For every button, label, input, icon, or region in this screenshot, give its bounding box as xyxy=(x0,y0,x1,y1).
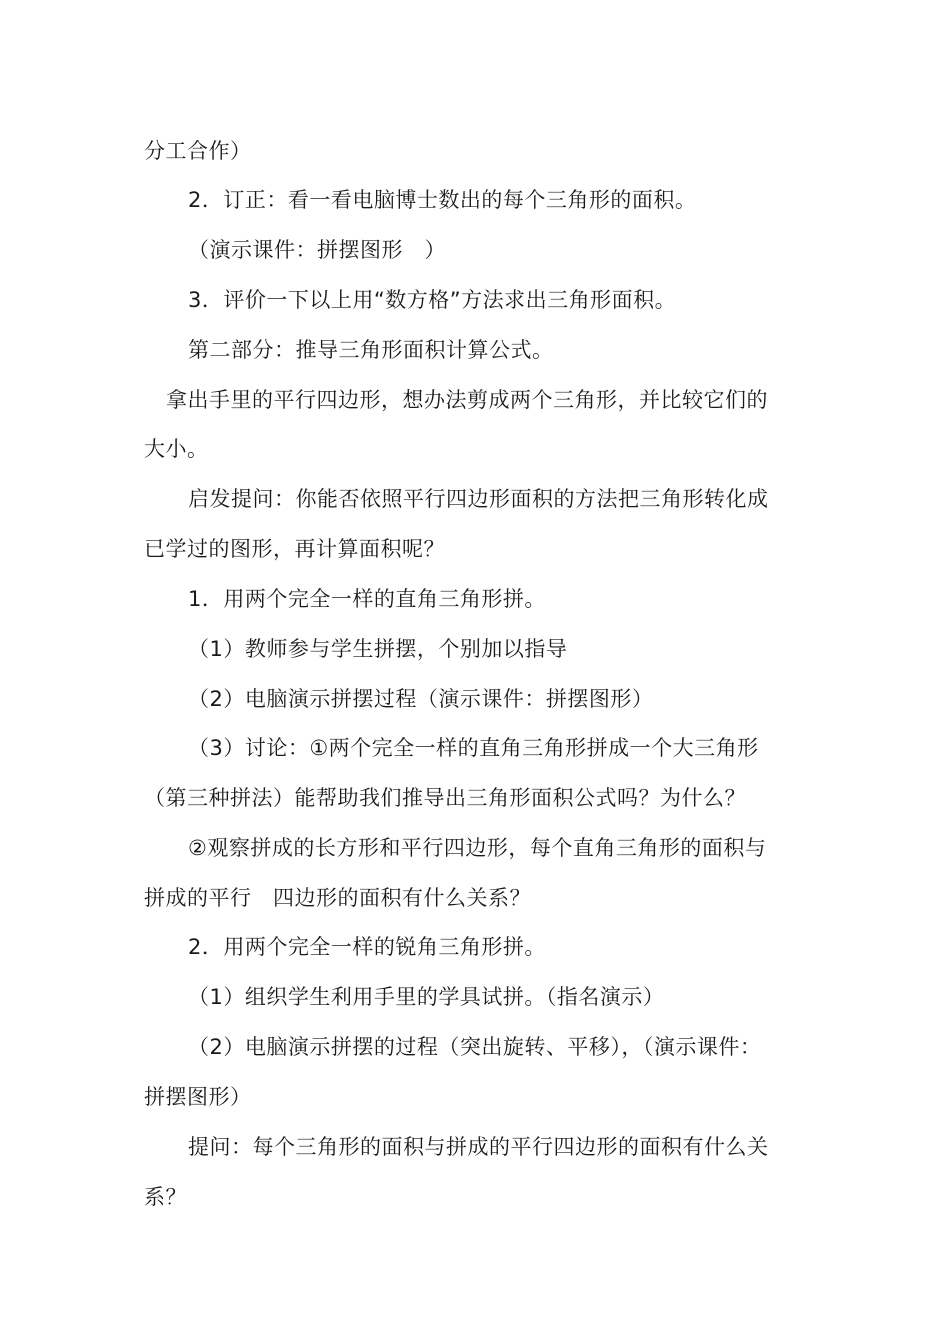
text-line: 分工合作） xyxy=(144,139,252,163)
text-line: 大小。 xyxy=(144,437,209,461)
text-line: （2）电脑演示拼摆过程（演示课件：拼摆图形） xyxy=(188,687,654,711)
text-line: 系？ xyxy=(144,1185,187,1209)
text-line: 提问：每个三角形的面积与拼成的平行四边形的面积有什么关 xyxy=(188,1135,769,1159)
text-line: （3）讨论：①两个完全一样的直角三角形拼成一个大三角形 xyxy=(188,736,759,760)
text-line: 2．订正：看一看电脑博士数出的每个三角形的面积。 xyxy=(188,188,697,212)
text-line: 拿出手里的平行四边形，想办法剪成两个三角形，并比较它们的 xyxy=(166,388,768,412)
text-line: （第三种拼法）能帮助我们推导出三角形面积公式吗？为什么？ xyxy=(144,786,746,810)
text-line: 3．评价一下以上用“数方格”方法求出三角形面积。 xyxy=(188,288,677,312)
text-line: （演示课件：拼摆图形 ） xyxy=(188,238,446,262)
text-line: 已学过的图形，再计算面积呢？ xyxy=(144,537,445,561)
text-line: 第二部分：推导三角形面积计算公式。 xyxy=(188,338,554,362)
text-line: （1）教师参与学生拼摆，个别加以指导 xyxy=(188,637,568,661)
text-line: （2）电脑演示拼摆的过程（突出旋转、平移），（演示课件： xyxy=(188,1035,762,1059)
text-line: （1）组织学生利用手里的学具试拼。（指名演示） xyxy=(188,985,665,1009)
text-line: 拼摆图形） xyxy=(144,1085,252,1109)
text-line: ②观察拼成的长方形和平行四边形，每个直角三角形的面积与 xyxy=(188,836,767,860)
text-line: 1．用两个完全一样的直角三角形拼。 xyxy=(188,587,546,611)
text-line: 2．用两个完全一样的锐角三角形拼。 xyxy=(188,935,546,959)
text-line: 启发提问：你能否依照平行四边形面积的方法把三角形转化成 xyxy=(188,487,769,511)
text-line: 拼成的平行 四边形的面积有什么关系？ xyxy=(144,886,531,910)
